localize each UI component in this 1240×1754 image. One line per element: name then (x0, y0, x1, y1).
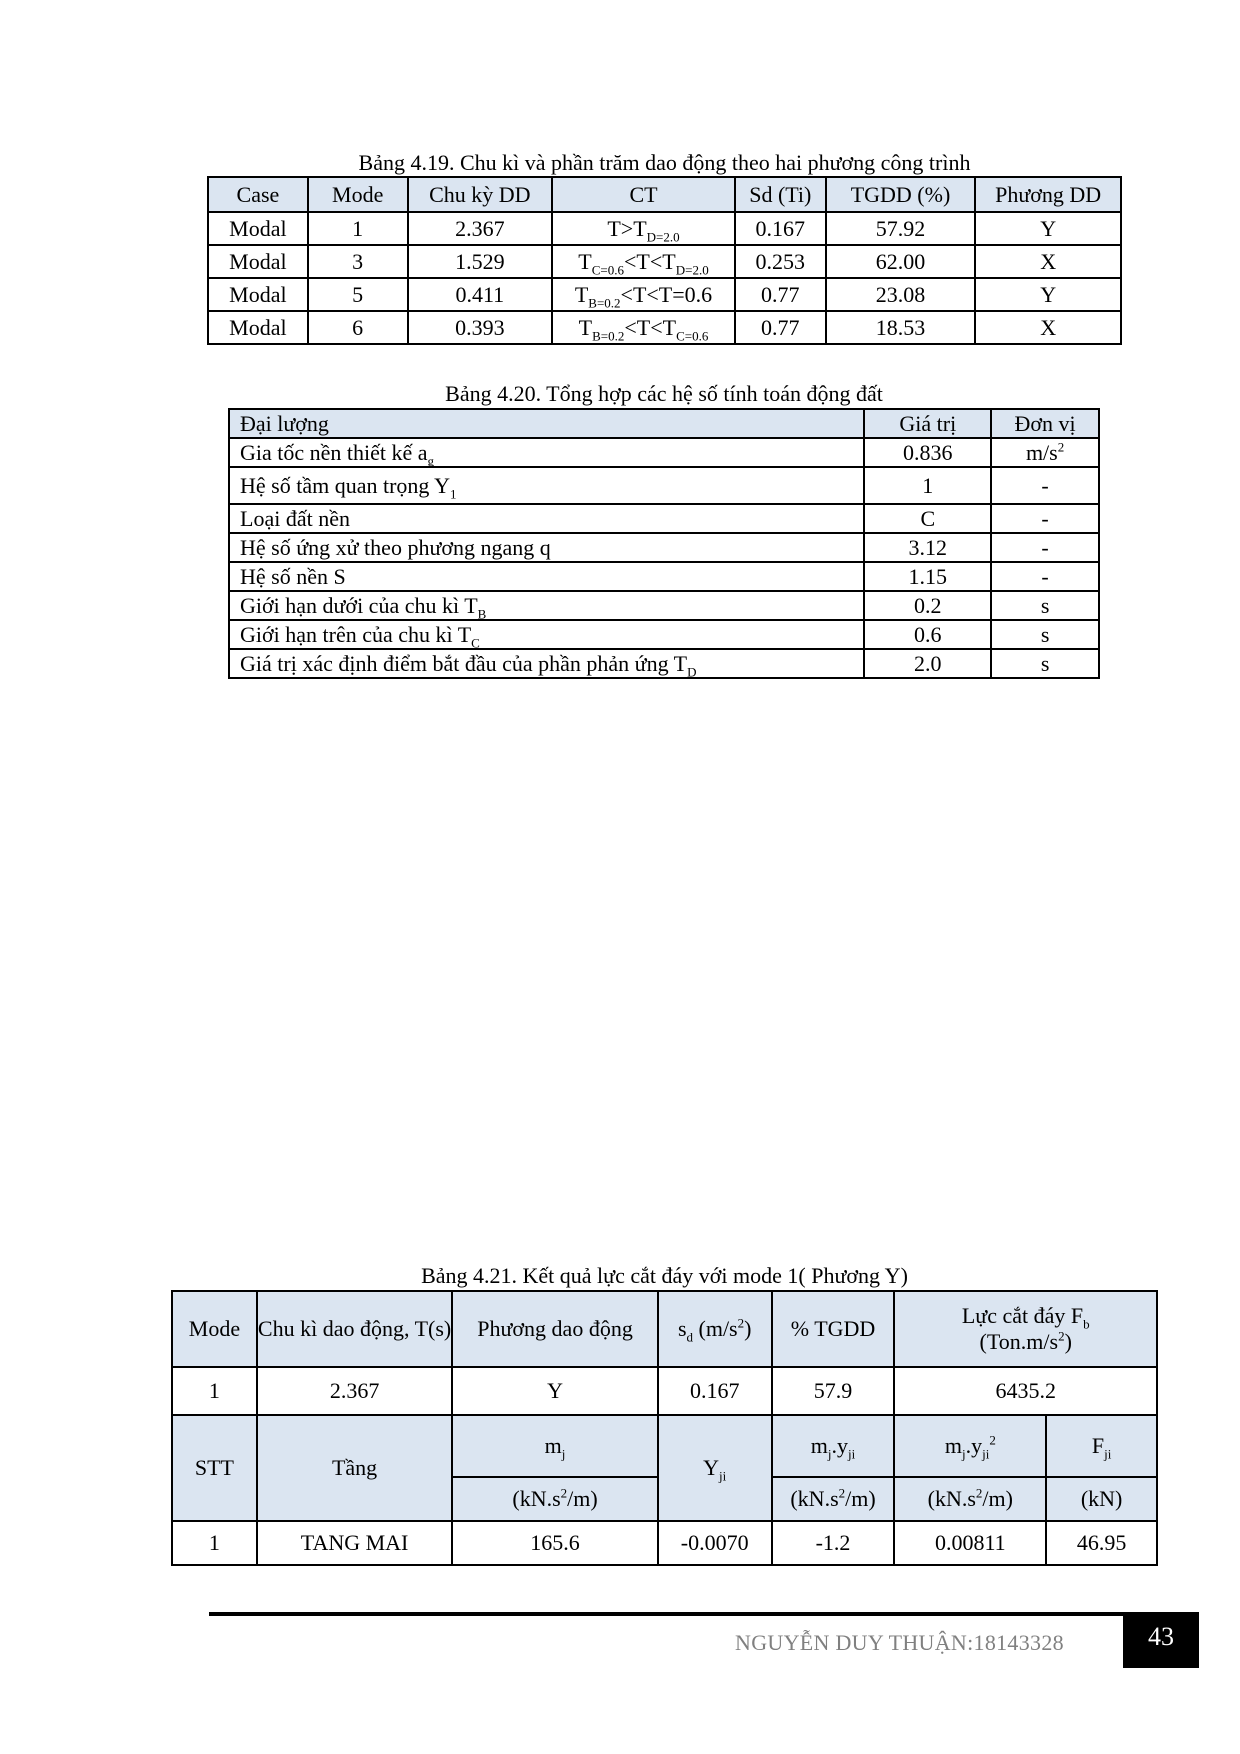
cell-ct (552, 245, 735, 278)
cell-label: Hệ số nền S (229, 562, 864, 591)
cell-unit: - (991, 467, 1099, 504)
cell-mode: 3 (308, 245, 408, 278)
header-tgdd: % TGDD (772, 1291, 895, 1367)
table-row (208, 245, 1121, 278)
mjyji2-subscript: j (961, 1446, 966, 1462)
unit-text: (kN.s (790, 1486, 839, 1511)
cell-label (229, 620, 864, 649)
ct-text: <T<T (624, 248, 676, 274)
table-row (229, 467, 1099, 504)
cell-direction: Y (975, 278, 1121, 311)
header-mode: Mode (308, 177, 408, 212)
cell-value: 2.0 (864, 649, 991, 678)
mj-subscript: j (561, 1446, 566, 1462)
sd-close: ) (744, 1316, 752, 1341)
label-subscript: 1 (449, 485, 457, 501)
table-row (208, 311, 1121, 344)
header-direction: Phương dao động (452, 1291, 658, 1367)
sd-subscript: d (686, 1329, 693, 1345)
unit-superscript: 2 (838, 1485, 846, 1501)
header-quantity: Đại lượng (229, 409, 864, 438)
cell-tgdd: 18.53 (826, 311, 976, 344)
cell-ct (552, 278, 735, 311)
table-row (229, 649, 1099, 678)
header-case: Case (208, 177, 308, 212)
label-subscript: C (471, 634, 480, 650)
cell-tgdd: 57.92 (826, 212, 976, 245)
cell-unit: s (991, 649, 1099, 678)
cell-direction: Y (975, 212, 1121, 245)
table-row (229, 504, 1099, 533)
table-421 (171, 1290, 1158, 1566)
cell-yji: -0.0070 (658, 1521, 772, 1565)
cell-unit (991, 438, 1099, 467)
header-unit: Đơn vị (991, 409, 1099, 438)
cell-period: 1.529 (408, 245, 553, 278)
table-row (229, 562, 1099, 591)
cell-case: Modal (208, 212, 308, 245)
cell-sd: 0.167 (735, 212, 826, 245)
cell-unit: s (991, 620, 1099, 649)
cell-period: 0.411 (408, 278, 553, 311)
mjyji2-subscript-2: ji (982, 1446, 990, 1462)
cell-unit: - (991, 533, 1099, 562)
ct-subscript: D=2.0 (646, 228, 680, 244)
footer-rule (209, 1612, 1129, 1616)
cell-value: 1.15 (864, 562, 991, 591)
fb-unit: (Ton.m/s (979, 1329, 1059, 1354)
cell-period: 2.367 (257, 1367, 452, 1415)
header-ct: CT (552, 177, 735, 212)
cell-value: 0.6 (864, 620, 991, 649)
table-419-caption: Bảng 4.19. Chu kì và phần trăm dao động theo hai phương công trình (358, 150, 971, 175)
mjyji2-text: m (944, 1433, 962, 1458)
cell-value: 3.12 (864, 533, 991, 562)
header-sd (658, 1291, 772, 1367)
fb-unit-superscript: 2 (1058, 1328, 1065, 1344)
unit-close: /m) (845, 1486, 876, 1511)
cell-mode: 1 (172, 1367, 257, 1415)
cell-mode: 6 (308, 311, 408, 344)
page-number: 43 (1123, 1612, 1199, 1668)
cell-direction: X (975, 245, 1121, 278)
cell-mj: 165.6 (452, 1521, 658, 1565)
ct-subscript: B=0.2 (592, 327, 625, 343)
label-text: Hệ số tầm quan trọng Y (240, 472, 450, 498)
cell-label (229, 649, 864, 678)
table-row (229, 620, 1099, 649)
ct-text: T>T (607, 215, 647, 241)
table-row (172, 1521, 1157, 1565)
table-header-row (172, 1291, 1157, 1367)
cell-label (229, 467, 864, 504)
header-value: Giá trị (864, 409, 991, 438)
cell-unit: - (991, 504, 1099, 533)
table-row (208, 212, 1121, 245)
cell-ct (552, 212, 735, 245)
cell-case: Modal (208, 245, 308, 278)
unit-superscript: 2 (560, 1485, 568, 1501)
unit-superscript: 2 (975, 1485, 983, 1501)
sd-text: s (677, 1316, 687, 1341)
header-direction: Phương DD (975, 177, 1121, 212)
cell-value: 1 (864, 467, 991, 504)
ct-text: T (574, 281, 589, 307)
ct-text: T (578, 248, 592, 274)
fji-text: F (1091, 1433, 1105, 1458)
label-subscript: D (687, 663, 697, 679)
table-421-caption: Bảng 4.21. Kết quả lực cắt đáy với mode 1( Phương Y) (421, 1263, 908, 1288)
fji-subscript: ji (1104, 1446, 1112, 1462)
label-text: Gia tốc nền thiết kế a (240, 439, 428, 465)
table-row (229, 438, 1099, 467)
unit-close: /m) (567, 1486, 598, 1511)
header-tgdd: TGDD (%) (826, 177, 976, 212)
unit-mjyji2 (894, 1477, 1046, 1521)
yji-subscript: ji (719, 1468, 727, 1484)
header-mode: Mode (172, 1291, 257, 1367)
cell-base-shear: 6435.2 (894, 1367, 1157, 1415)
table-row (172, 1367, 1157, 1415)
cell-mode: 1 (308, 212, 408, 245)
header-mjyji (772, 1415, 895, 1477)
cell-tgdd: 57.9 (772, 1367, 895, 1415)
cell-mjyji: -1.2 (772, 1521, 895, 1565)
cell-case: Modal (208, 278, 308, 311)
cell-value: 0.836 (864, 438, 991, 467)
unit-text: (kN.s (927, 1486, 976, 1511)
cell-stt: 1 (172, 1521, 257, 1565)
table-header-row (229, 409, 1099, 438)
table-row (229, 533, 1099, 562)
cell-value: C (864, 504, 991, 533)
cell-tgdd: 23.08 (826, 278, 976, 311)
cell-sd: 0.77 (735, 278, 826, 311)
cell-label (229, 438, 864, 467)
unit-close: /m) (982, 1486, 1013, 1511)
unit-text: m/s (1025, 439, 1058, 465)
unit-mj (452, 1477, 658, 1521)
unit-text: (kN.s (512, 1486, 561, 1511)
cell-label: Loại đất nền (229, 504, 864, 533)
header-stt: STT (172, 1415, 257, 1521)
fb-unit-close: ) (1064, 1329, 1072, 1354)
label-subscript: g (427, 452, 435, 468)
sd-unit: (m/s (693, 1316, 738, 1341)
header-period: Chu kì dao động, T(s) (257, 1291, 452, 1367)
mjyji-mid: .y (831, 1433, 849, 1458)
cell-direction: Y (452, 1367, 658, 1415)
cell-unit: s (991, 591, 1099, 620)
cell-case: Modal (208, 311, 308, 344)
ct-subscript: D=2.0 (675, 261, 709, 277)
ct-subscript: B=0.2 (588, 294, 621, 310)
sd-superscript: 2 (737, 1315, 745, 1331)
table-header-row (208, 177, 1121, 212)
header-period: Chu kỳ DD (408, 177, 553, 212)
ct-subscript: C=0.6 (591, 261, 625, 277)
header-yji (658, 1415, 772, 1521)
cell-floor: TANG MAI (257, 1521, 452, 1565)
table-419 (207, 176, 1122, 345)
cell-label (229, 591, 864, 620)
header-mjyji2 (894, 1415, 1046, 1477)
unit-fji: (kN) (1046, 1477, 1157, 1521)
fb-text: Lực cắt đáy F (961, 1303, 1084, 1328)
mjyji-text: m (810, 1433, 828, 1458)
cell-value: 0.2 (864, 591, 991, 620)
cell-fji: 46.95 (1046, 1521, 1157, 1565)
fb-subscript: b (1083, 1316, 1090, 1332)
cell-unit: - (991, 562, 1099, 591)
cell-direction: X (975, 311, 1121, 344)
ct-subscript: C=0.6 (676, 327, 709, 343)
yji-text: Y (703, 1455, 720, 1480)
header-fji (1046, 1415, 1157, 1477)
footer-author: NGUYỄN DUY THUẬN:18143328 (735, 1630, 1064, 1655)
mjyji-subscript-2: ji (848, 1446, 856, 1462)
label-text: Giới hạn dưới của chu kì T (240, 592, 478, 618)
label-subscript: B (477, 605, 487, 621)
cell-sd: 0.77 (735, 311, 826, 344)
cell-period: 2.367 (408, 212, 553, 245)
header-sd: Sd (Ti) (735, 177, 826, 212)
cell-sd: 0.253 (735, 245, 826, 278)
cell-label: Hệ số ứng xử theo phương ngang q (229, 533, 864, 562)
cell-sd: 0.167 (658, 1367, 772, 1415)
ct-text: <T<T=0.6 (620, 281, 713, 307)
unit-superscript: 2 (1057, 439, 1065, 455)
ct-text: <T<T (624, 314, 677, 340)
mjyji2-mid: .y (965, 1433, 983, 1458)
cell-tgdd: 62.00 (826, 245, 976, 278)
cell-period: 0.393 (408, 311, 553, 344)
cell-mode: 5 (308, 278, 408, 311)
header-base-shear (894, 1291, 1157, 1367)
cell-mjyji2: 0.00811 (894, 1521, 1046, 1565)
header-floor: Tầng (257, 1415, 452, 1521)
label-text: Giới hạn trên của chu kì T (240, 621, 472, 647)
table-row (229, 591, 1099, 620)
table-row (208, 278, 1121, 311)
mjyji-subscript: j (827, 1446, 832, 1462)
table-420-caption: Bảng 4.20. Tổng hợp các hệ số tính toán động đất (445, 381, 883, 406)
mj-text: m (544, 1433, 562, 1458)
ct-text: T (578, 314, 593, 340)
mjyji2-superscript: 2 (989, 1432, 996, 1448)
label-text: Giá trị xác định điểm bắt đầu của phần phản ứng T (240, 650, 688, 676)
unit-mjyji (772, 1477, 895, 1521)
table-420 (228, 408, 1100, 679)
header-mj (452, 1415, 658, 1477)
cell-ct (552, 311, 735, 344)
table-header-row (172, 1415, 1157, 1477)
